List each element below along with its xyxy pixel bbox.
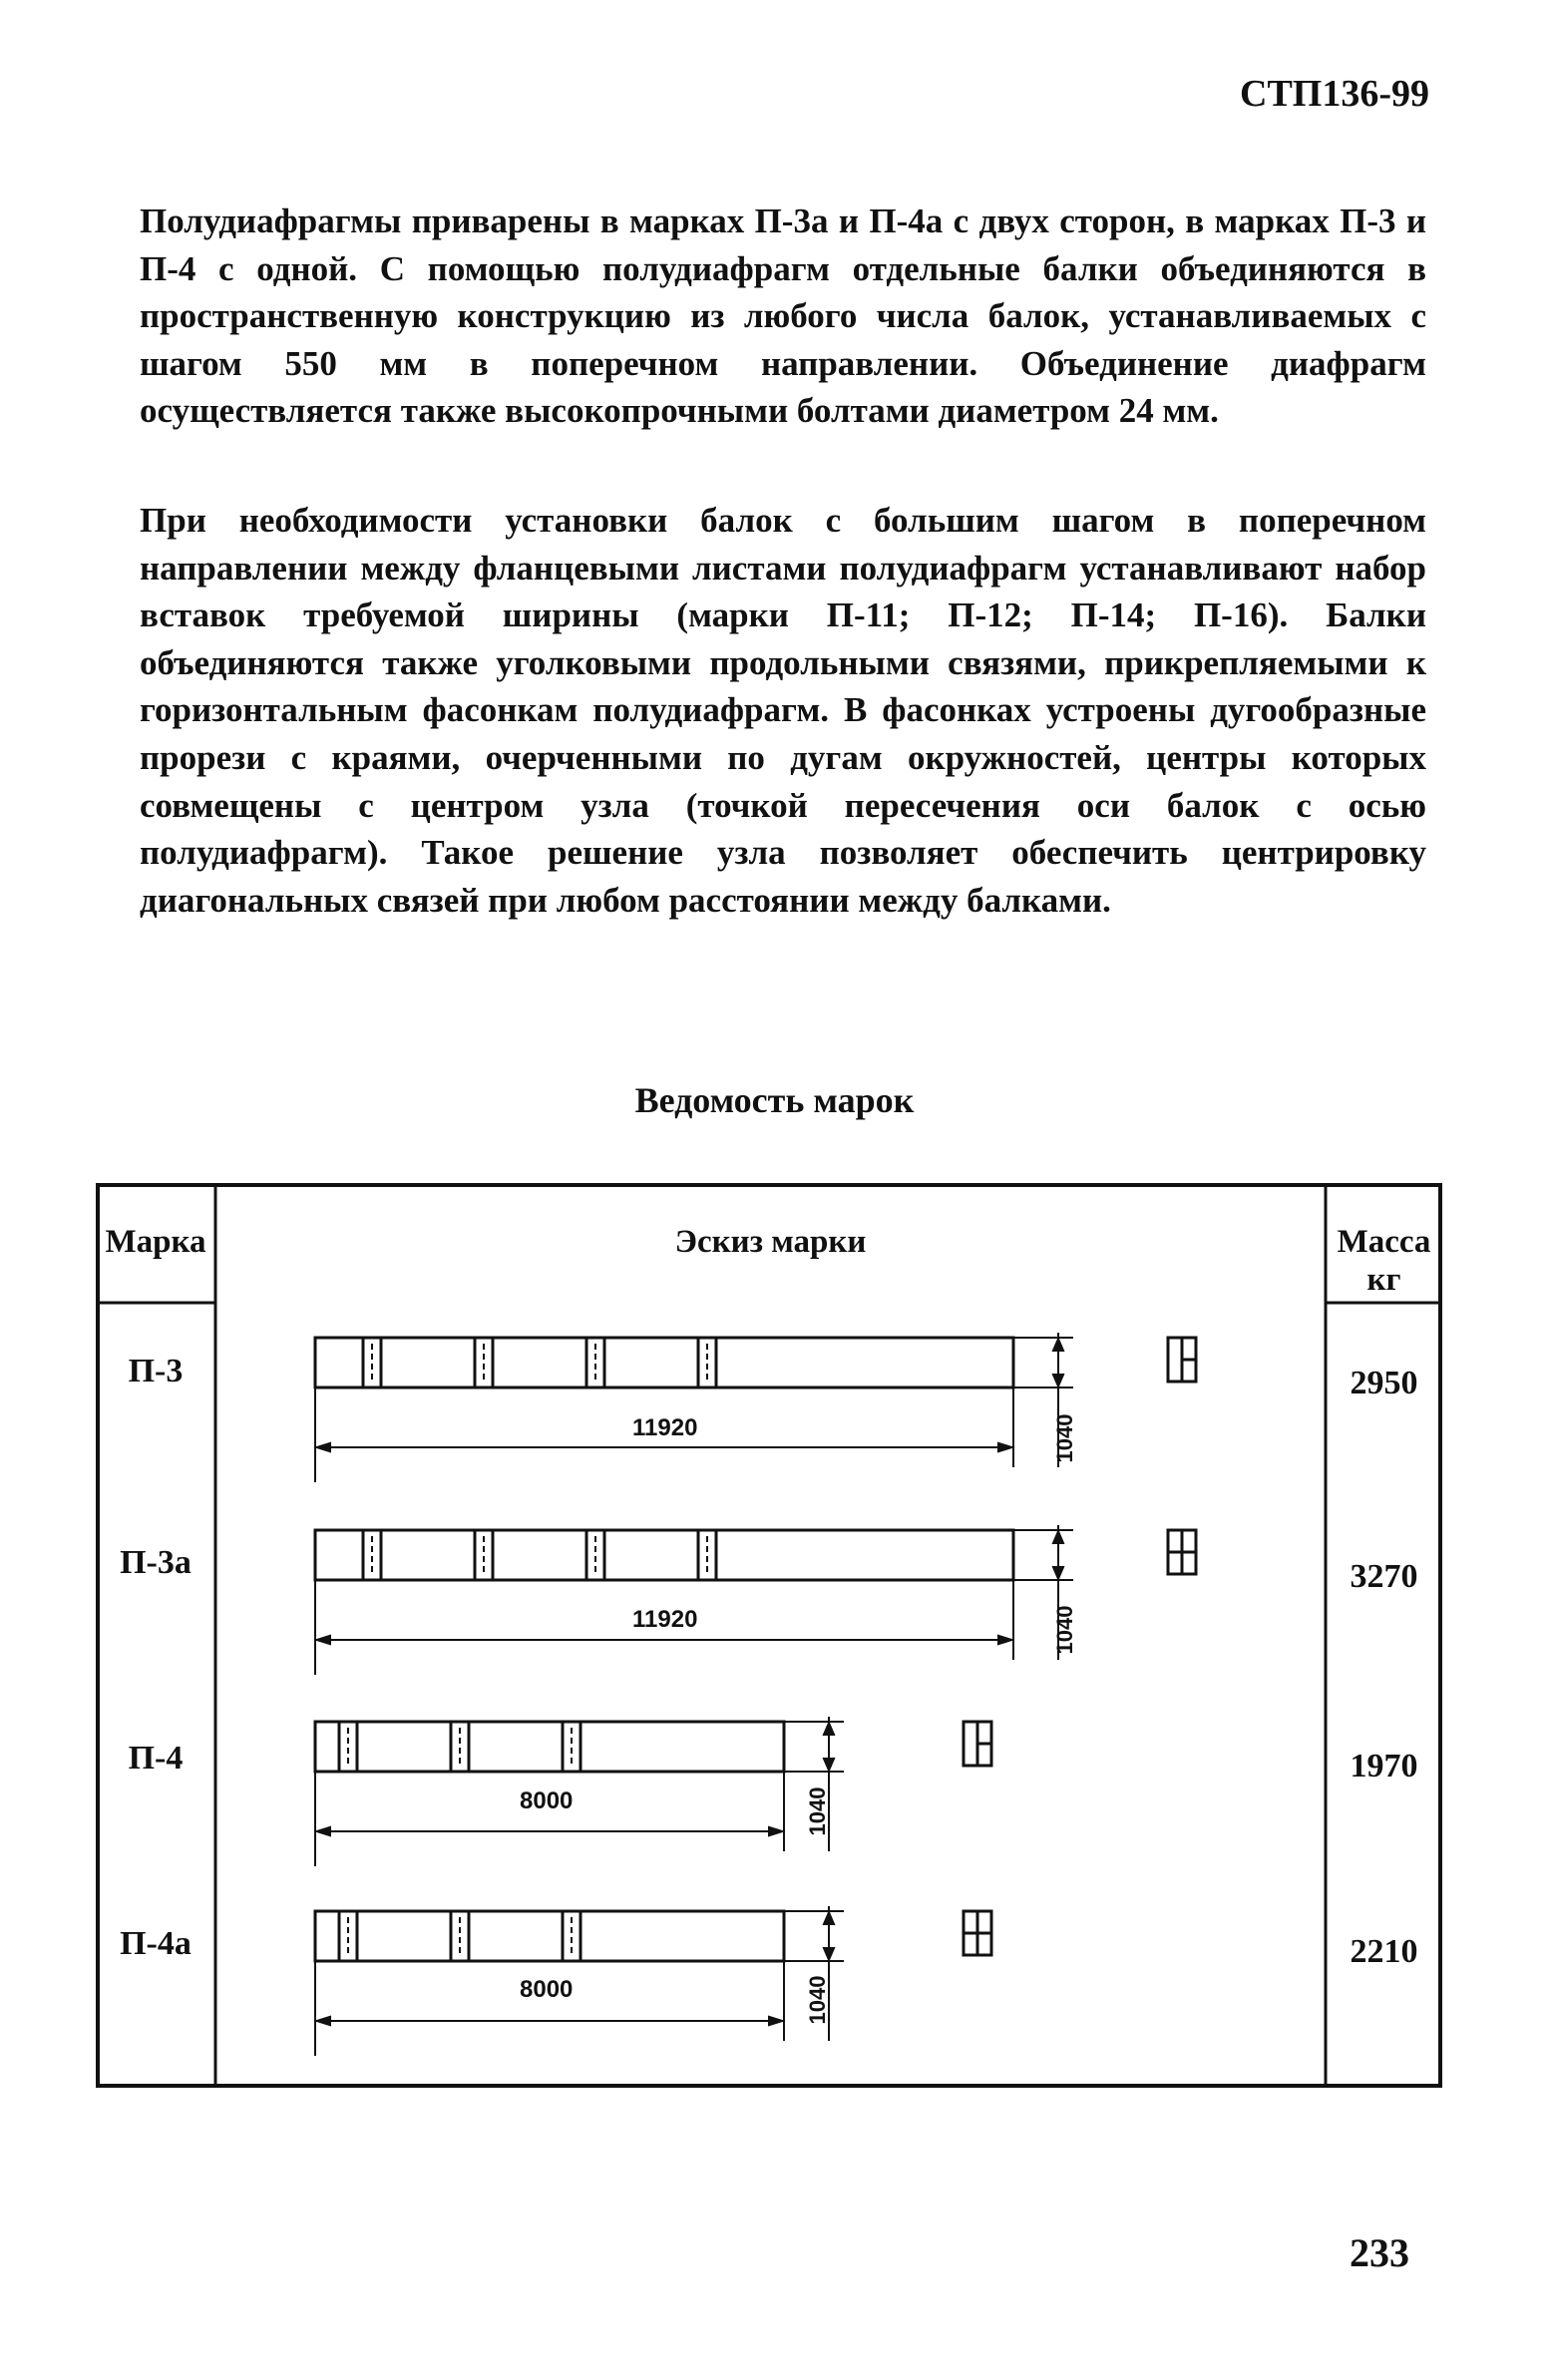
table-title: Ведомость марок — [634, 1080, 915, 1120]
arrowhead — [997, 1635, 1013, 1645]
row-mass: 2210 — [1350, 1933, 1418, 1970]
row-mark: П-3а — [120, 1544, 192, 1581]
header-mass-unit: кг — [1366, 1262, 1401, 1298]
arrowhead — [768, 2016, 784, 2026]
arrowhead — [768, 1826, 784, 1836]
arrowhead — [315, 1826, 331, 1836]
arrowhead — [823, 1758, 835, 1772]
row-mass: 3270 — [1350, 1558, 1418, 1595]
arrowhead — [997, 1442, 1013, 1452]
table-grid — [96, 1183, 1442, 2088]
beam-outline — [315, 1722, 784, 1772]
arrowhead — [1052, 1374, 1064, 1388]
beam-outline — [315, 1338, 1013, 1388]
arrowhead — [315, 1442, 331, 1452]
arrowhead — [823, 1911, 835, 1925]
height-dimension: 1040 — [805, 1786, 830, 1836]
header-mark: Марка — [105, 1224, 206, 1260]
header-mass: Масса — [1337, 1224, 1431, 1260]
marks-table — [96, 1183, 1442, 2088]
row-mark: П-4 — [128, 1740, 184, 1777]
height-dimension: 1040 — [1052, 1413, 1077, 1463]
arrowhead — [823, 1947, 835, 1961]
page-number: 233 — [1350, 2230, 1409, 2275]
length-dimension: 8000 — [520, 1976, 574, 2003]
row-mark: П-3 — [128, 1353, 184, 1389]
length-dimension: 11920 — [632, 1606, 698, 1633]
arrowhead — [1052, 1530, 1064, 1544]
paragraph-1: Полудиафрагмы приварены в марках П-3а и П-4а с двух сторон, в марках П-3 и П-4 с одной. С помощью полудиафрагм отдельные балки объединяются в пространственную конструкцию из любого числа балок, устанавливаемых с шагом 550 мм в поперечном направлении. Объединение диафрагм осуществляется также высокопрочными болтами диаметром 24 мм. — [140, 201, 1426, 431]
height-dimension: 1040 — [805, 1975, 830, 2025]
arrowhead — [823, 1722, 835, 1736]
beam-outline — [315, 1530, 1013, 1580]
arrowhead — [315, 1635, 331, 1645]
arrowhead — [1052, 1338, 1064, 1352]
row-mass: 2950 — [1350, 1365, 1418, 1401]
header-sketch: Эскиз марки — [674, 1224, 867, 1260]
document-header: СТП136-99 — [1240, 73, 1429, 115]
arrowhead — [315, 2016, 331, 2026]
length-dimension: 8000 — [520, 1787, 574, 1814]
row-mass: 1970 — [1350, 1748, 1418, 1785]
paragraph-2: При необходимости установки балок с большим шагом в поперечном направлении между фланцевыми листами полудиафрагм устанавливают набор вставок требуемой ширины (марки П-11; П-12; П-14; П-16). Балки объединяются также уголковыми продольными связями, прикрепляемыми к горизонтальным фасонкам полудиафрагм. В фасонках устроены дугообразные прорези с краями, очерченными по дугам окружностей, центры которых совмещены с центром узла (точкой пересечения оси балок с осью полудиафрагм). Такое решение узла позволяет обеспечить центрировку диагональных связей при любом расстоянии между балками. — [140, 501, 1426, 920]
beam-outline — [315, 1911, 784, 1961]
length-dimension: 11920 — [632, 1414, 698, 1441]
height-dimension: 1040 — [1052, 1605, 1077, 1655]
arrowhead — [1052, 1566, 1064, 1580]
row-mark: П-4а — [120, 1925, 192, 1962]
